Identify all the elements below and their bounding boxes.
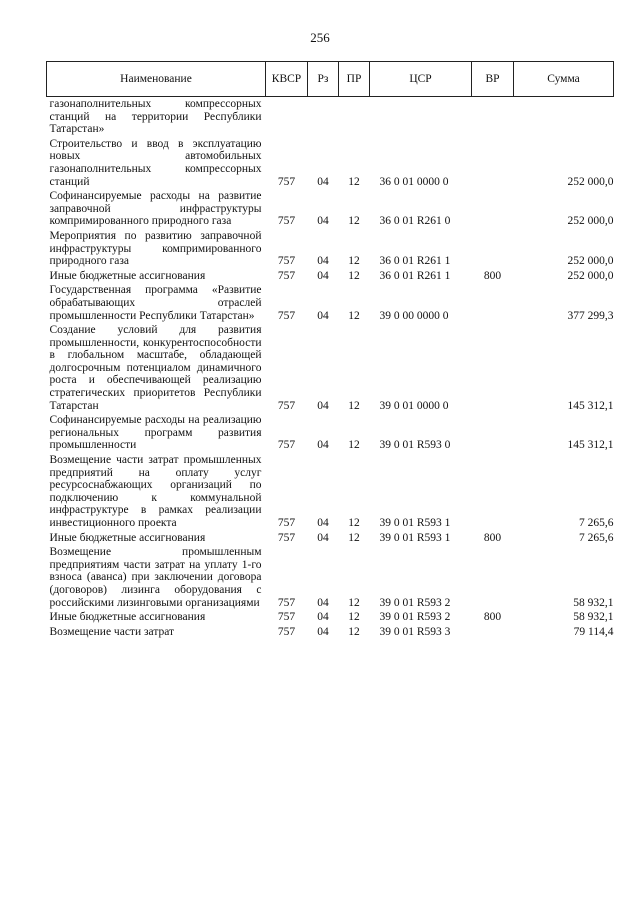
cell-kvsr: 757 xyxy=(277,531,296,544)
cell-name: Возмещение части затрат xyxy=(49,625,175,638)
cell-vr xyxy=(472,453,514,531)
cell-csr: 36 0 01 0000 0 xyxy=(379,175,449,188)
cell-pr: 12 xyxy=(348,517,360,529)
cell-kvsr: 757 xyxy=(277,625,296,638)
header-sum: Сумма xyxy=(514,62,614,97)
cell-sum: 58 932,1 xyxy=(573,611,614,624)
cell-csr: 39 0 01 R593 1 xyxy=(379,531,451,544)
table-row xyxy=(47,453,614,531)
header-kvsr: КВСР xyxy=(266,62,308,97)
header-name: Наименование xyxy=(47,62,266,97)
cell-vr: 800 xyxy=(483,269,502,282)
cell-name: Мероприятия по развитию заправочной инфраструктуры компримированного природного газа xyxy=(49,229,262,268)
cell-name: Иные бюджетные ассигнования xyxy=(49,531,206,544)
cell-vr xyxy=(472,229,514,269)
cell-kvsr: 757 xyxy=(277,517,296,529)
table-row xyxy=(47,229,614,269)
cell-name: газонаполнительных компрессорных станций на территории Республики Татарстан» xyxy=(49,98,262,136)
cell-name: Государственная программа «Развитие обрабатывающих отраслей промышленности Республики Татарстан» xyxy=(49,284,262,322)
cell-vr xyxy=(472,137,514,189)
cell-sum: 252 000,0 xyxy=(567,175,614,188)
cell-pr: 12 xyxy=(348,175,360,188)
cell-rz: 04 xyxy=(317,531,329,544)
cell-sum: 79 114,4 xyxy=(573,625,614,638)
cell-sum: 7 265,6 xyxy=(579,517,614,529)
table-header xyxy=(47,62,614,97)
cell-pr: 12 xyxy=(348,309,360,322)
cell-vr xyxy=(472,189,514,229)
cell-kvsr: 757 xyxy=(277,175,296,188)
cell-name: Возмещение промышленным предприятиям части затрат на уплату 1-го взноса (аванса) при заключении договора (договоров) лизинга оборудования с российскими лизинговыми организациями xyxy=(49,546,262,609)
cell-csr xyxy=(370,97,472,137)
cell-pr: 12 xyxy=(348,399,360,412)
table-row xyxy=(47,97,614,137)
cell-name: Софинансируемые расходы на развитие заправочной инфраструктуры компримированного природного газа xyxy=(49,190,262,228)
cell-csr: 39 0 00 0000 0 xyxy=(379,309,449,322)
table-row xyxy=(47,545,614,610)
cell-rz: 04 xyxy=(317,611,329,624)
header-pr: ПР xyxy=(339,62,370,97)
cell-kvsr: 757 xyxy=(277,611,296,624)
cell-kvsr: 757 xyxy=(277,255,296,268)
table-row xyxy=(47,413,614,453)
budget-table xyxy=(46,61,614,639)
cell-sum: 145 312,1 xyxy=(567,439,614,452)
cell-vr: 800 xyxy=(483,531,502,544)
cell-sum xyxy=(514,97,614,137)
table-row xyxy=(47,283,614,323)
header-rz: Рз xyxy=(308,62,339,97)
table-row xyxy=(47,323,614,413)
table-row xyxy=(47,137,614,189)
cell-name: Иные бюджетные ассигнования xyxy=(49,611,206,624)
cell-sum: 252 000,0 xyxy=(567,255,614,268)
cell-pr xyxy=(339,97,370,137)
table-row xyxy=(47,610,614,625)
cell-kvsr: 757 xyxy=(277,399,296,412)
cell-rz: 04 xyxy=(317,399,329,412)
cell-sum: 377 299,3 xyxy=(567,309,614,322)
cell-csr: 36 0 01 R261 1 xyxy=(379,255,451,268)
cell-name: Создание условий для развития промышленности, конкурентоспособности в глобальном масштабе, обладающей долгосрочным потенциалом динамичного роста и обеспечивающей реализацию стратегических приоритетов Республики Татарстан xyxy=(49,324,262,412)
cell-pr: 12 xyxy=(348,215,360,228)
cell-pr: 12 xyxy=(348,625,360,638)
cell-kvsr xyxy=(266,97,308,137)
table-row xyxy=(47,189,614,229)
table-row xyxy=(47,625,614,640)
cell-name: Иные бюджетные ассигнования xyxy=(49,269,206,282)
cell-name: Софинансируемые расходы на реализацию региональных программ развития промышленности xyxy=(49,414,262,452)
cell-kvsr: 757 xyxy=(277,215,296,228)
cell-csr: 39 0 01 0000 0 xyxy=(379,399,449,412)
cell-vr: 800 xyxy=(483,611,502,624)
cell-vr xyxy=(472,413,514,453)
cell-vr xyxy=(472,625,514,640)
cell-kvsr: 757 xyxy=(277,269,296,282)
cell-kvsr: 757 xyxy=(277,439,296,452)
cell-pr: 12 xyxy=(348,611,360,624)
cell-sum: 58 932,1 xyxy=(573,596,614,609)
cell-rz: 04 xyxy=(317,309,329,322)
cell-vr xyxy=(472,97,514,137)
cell-csr: 39 0 01 R593 2 xyxy=(379,596,451,609)
cell-kvsr: 757 xyxy=(277,596,296,609)
cell-csr: 39 0 01 R593 0 xyxy=(379,439,451,452)
header-vr: ВР xyxy=(472,62,514,97)
cell-sum: 145 312,1 xyxy=(567,399,614,412)
cell-pr: 12 xyxy=(348,439,360,452)
table-row xyxy=(47,531,614,546)
cell-vr xyxy=(472,545,514,610)
cell-sum: 252 000,0 xyxy=(567,269,614,282)
cell-rz: 04 xyxy=(317,255,329,268)
cell-rz: 04 xyxy=(317,596,329,609)
cell-name: Строительство и ввод в эксплуатацию новых автомобильных газонаполнительных компрессорных станций xyxy=(49,137,262,188)
cell-vr xyxy=(472,283,514,323)
cell-pr: 12 xyxy=(348,531,360,544)
cell-sum: 7 265,6 xyxy=(579,531,614,544)
cell-rz: 04 xyxy=(317,625,329,638)
cell-rz: 04 xyxy=(317,175,329,188)
header-csr: ЦСР xyxy=(370,62,472,97)
page-number: 256 xyxy=(310,30,330,45)
cell-kvsr: 757 xyxy=(277,309,296,322)
cell-rz: 04 xyxy=(317,215,329,228)
cell-name: Возмещение части затрат промышленных предприятий на оплату услуг ресурсоснабжающих организаций по подключению к коммунальной инфраструктуре в рамках реализации инвестиционного проекта xyxy=(49,454,262,529)
cell-rz: 04 xyxy=(317,439,329,452)
cell-rz: 04 xyxy=(317,517,329,529)
cell-csr: 39 0 01 R593 3 xyxy=(379,625,451,638)
cell-rz: 04 xyxy=(317,269,329,282)
cell-rz xyxy=(308,97,339,137)
cell-pr: 12 xyxy=(348,255,360,268)
cell-csr: 39 0 01 R593 1 xyxy=(379,517,451,529)
cell-sum: 252 000,0 xyxy=(567,215,614,228)
cell-pr: 12 xyxy=(348,269,360,282)
cell-csr: 36 0 01 R261 1 xyxy=(379,269,451,282)
table-body xyxy=(47,97,614,640)
table-row xyxy=(47,269,614,284)
cell-csr: 36 0 01 R261 0 xyxy=(379,215,451,228)
cell-csr: 39 0 01 R593 2 xyxy=(379,611,451,624)
cell-vr xyxy=(472,323,514,413)
cell-pr: 12 xyxy=(348,596,360,609)
